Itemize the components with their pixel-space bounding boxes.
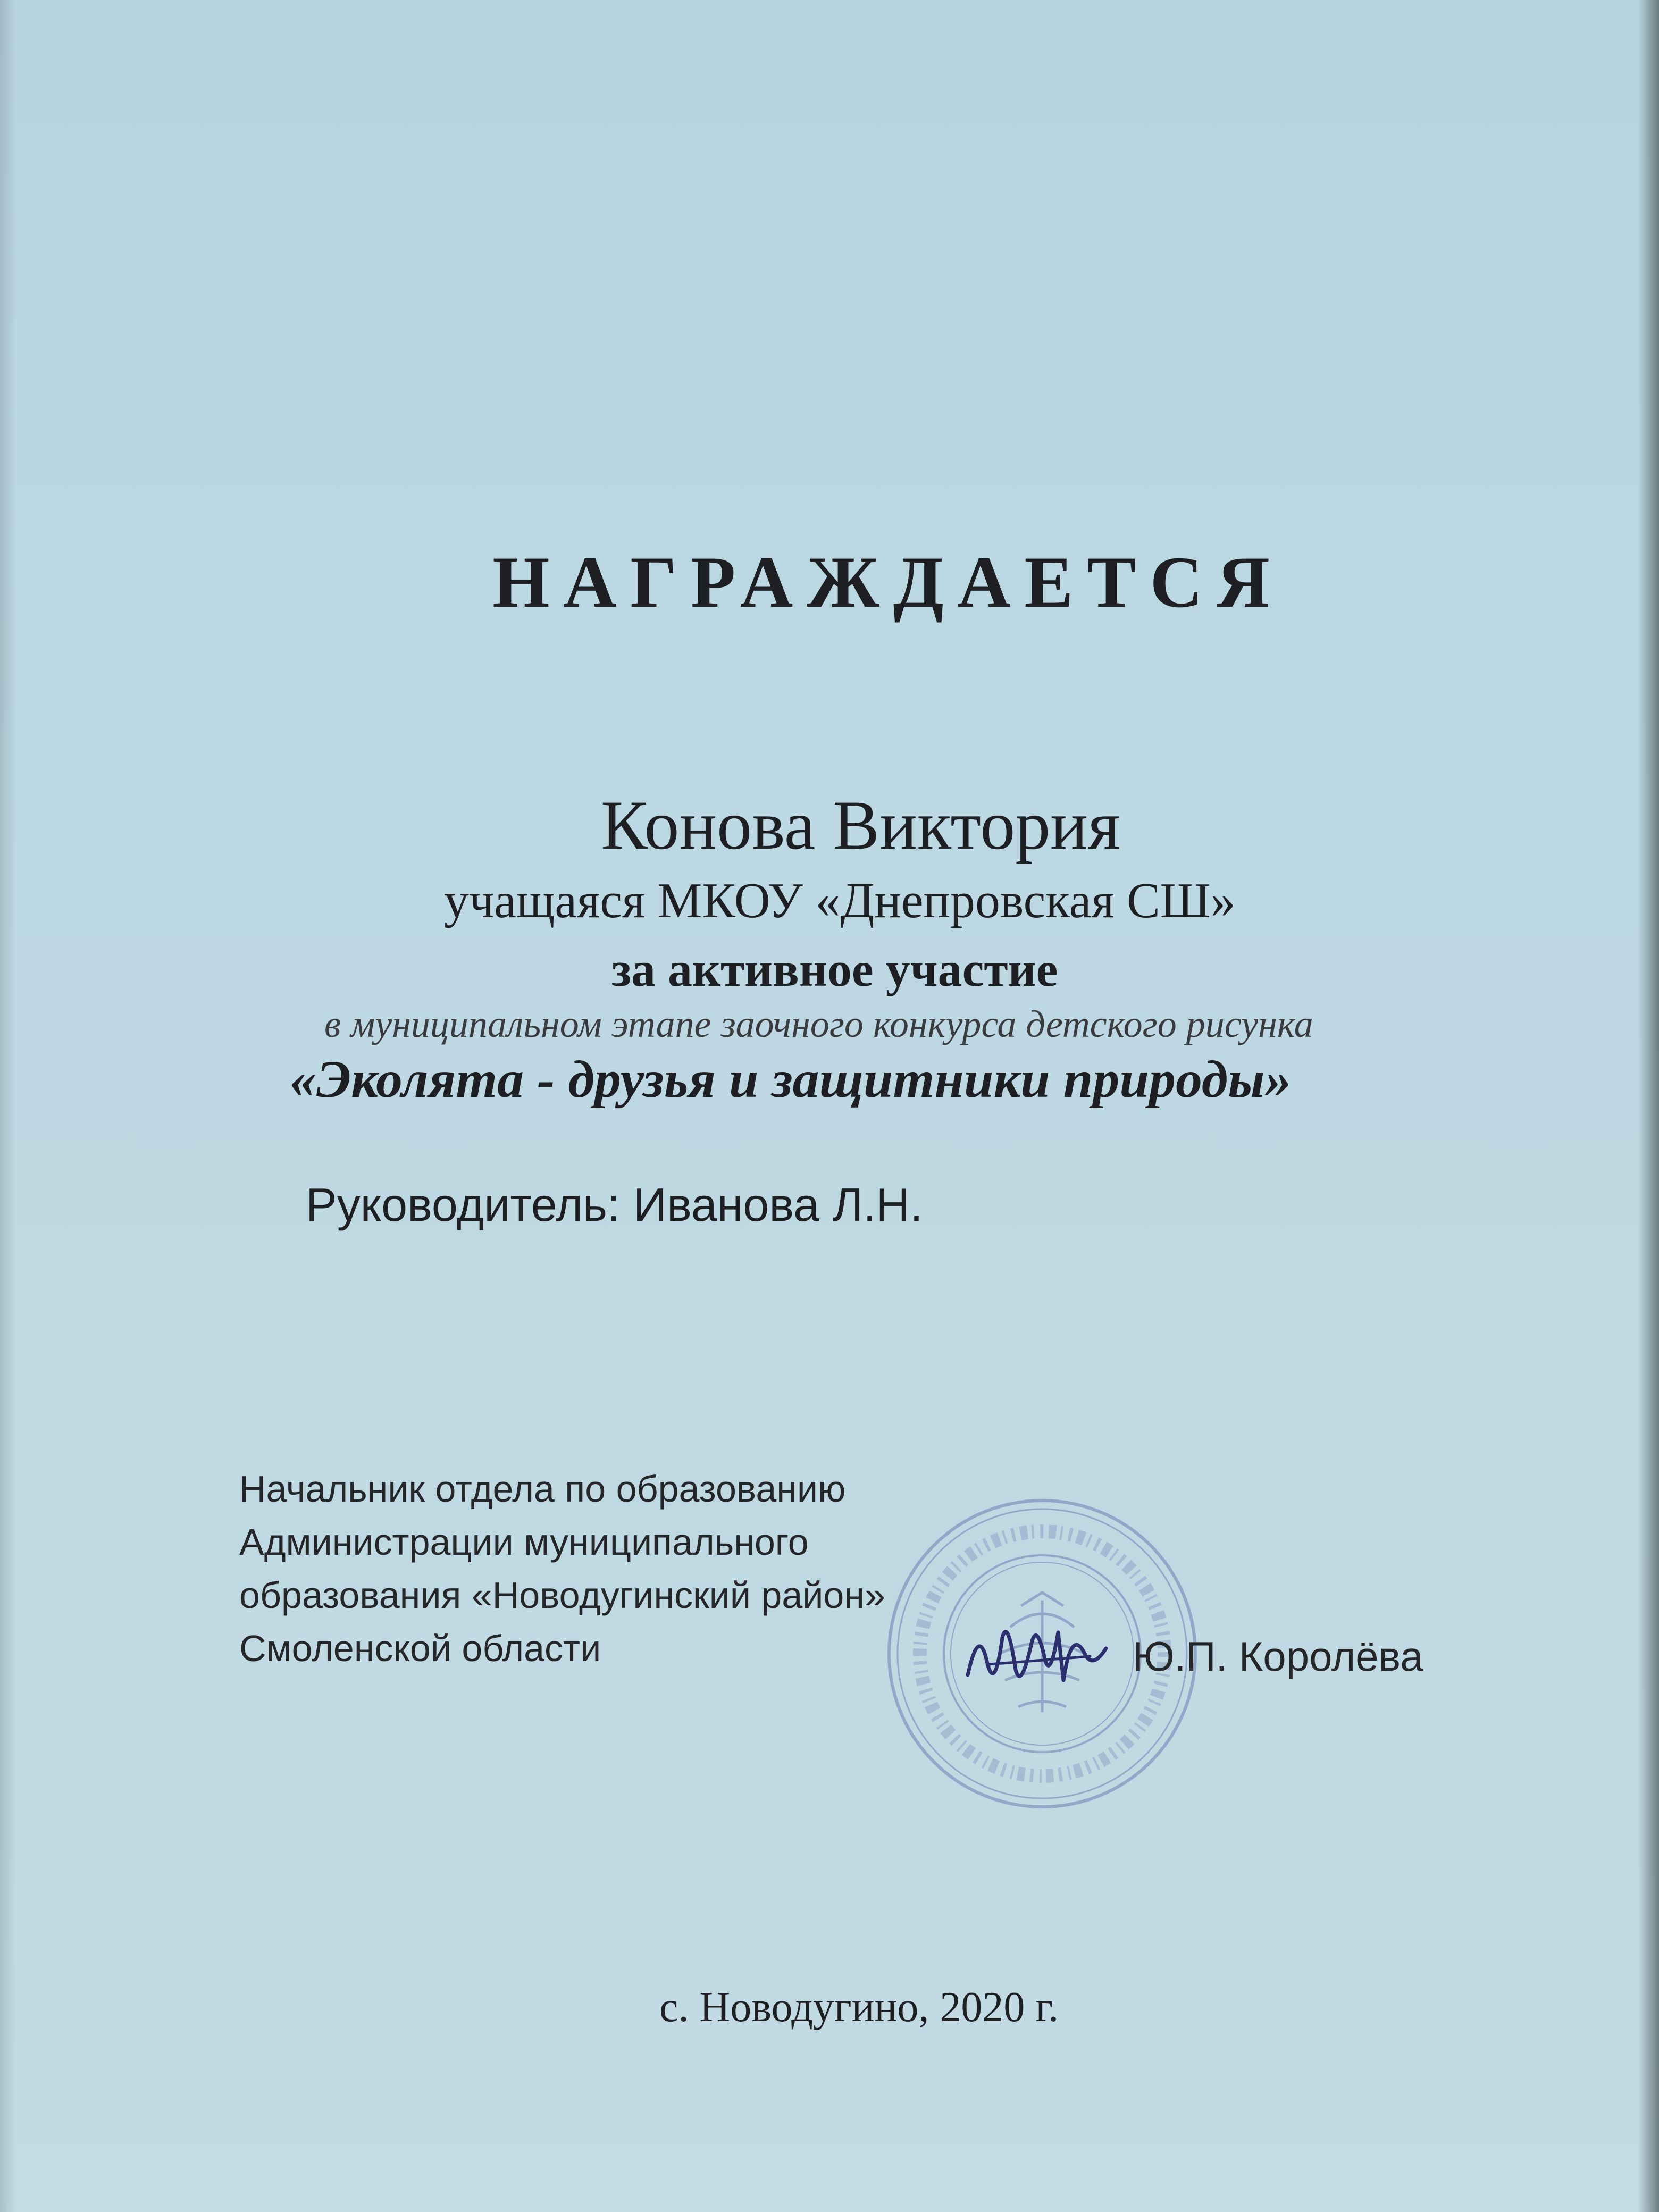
paper-edge [1638, 0, 1659, 2212]
handwritten-signature-icon [957, 1595, 1117, 1712]
contest-title: «Эколята - друзья и защитники природы» [290, 1050, 1292, 1109]
paper-shadow [0, 0, 16, 2212]
contest-stage: в муниципальном этапе заочного конкурса детского рисунка [324, 1003, 1313, 1045]
recipient-school: учащаяся МКОУ «Днепровская СШ» [444, 873, 1236, 928]
signer-position-line: Администрации муниципального [239, 1521, 809, 1563]
recipient-name: Конова Виктория [601, 786, 1120, 864]
place-and-date: с. Новодугино, 2020 г. [659, 1984, 1059, 2031]
signer-position-line: Начальник отдела по образованию [239, 1468, 846, 1510]
signer-position-line: Смоленской области [239, 1628, 601, 1669]
supervisor-line: Руководитель: Иванова Л.Н. [306, 1178, 923, 1231]
signer-name: Ю.П. Королёва [1133, 1633, 1423, 1680]
certificate-heading: НАГРАЖДАЕТСЯ [492, 541, 1284, 623]
award-reason: за активное участие [611, 942, 1058, 996]
signer-position-line: образования «Новодугинский район» [239, 1574, 885, 1616]
